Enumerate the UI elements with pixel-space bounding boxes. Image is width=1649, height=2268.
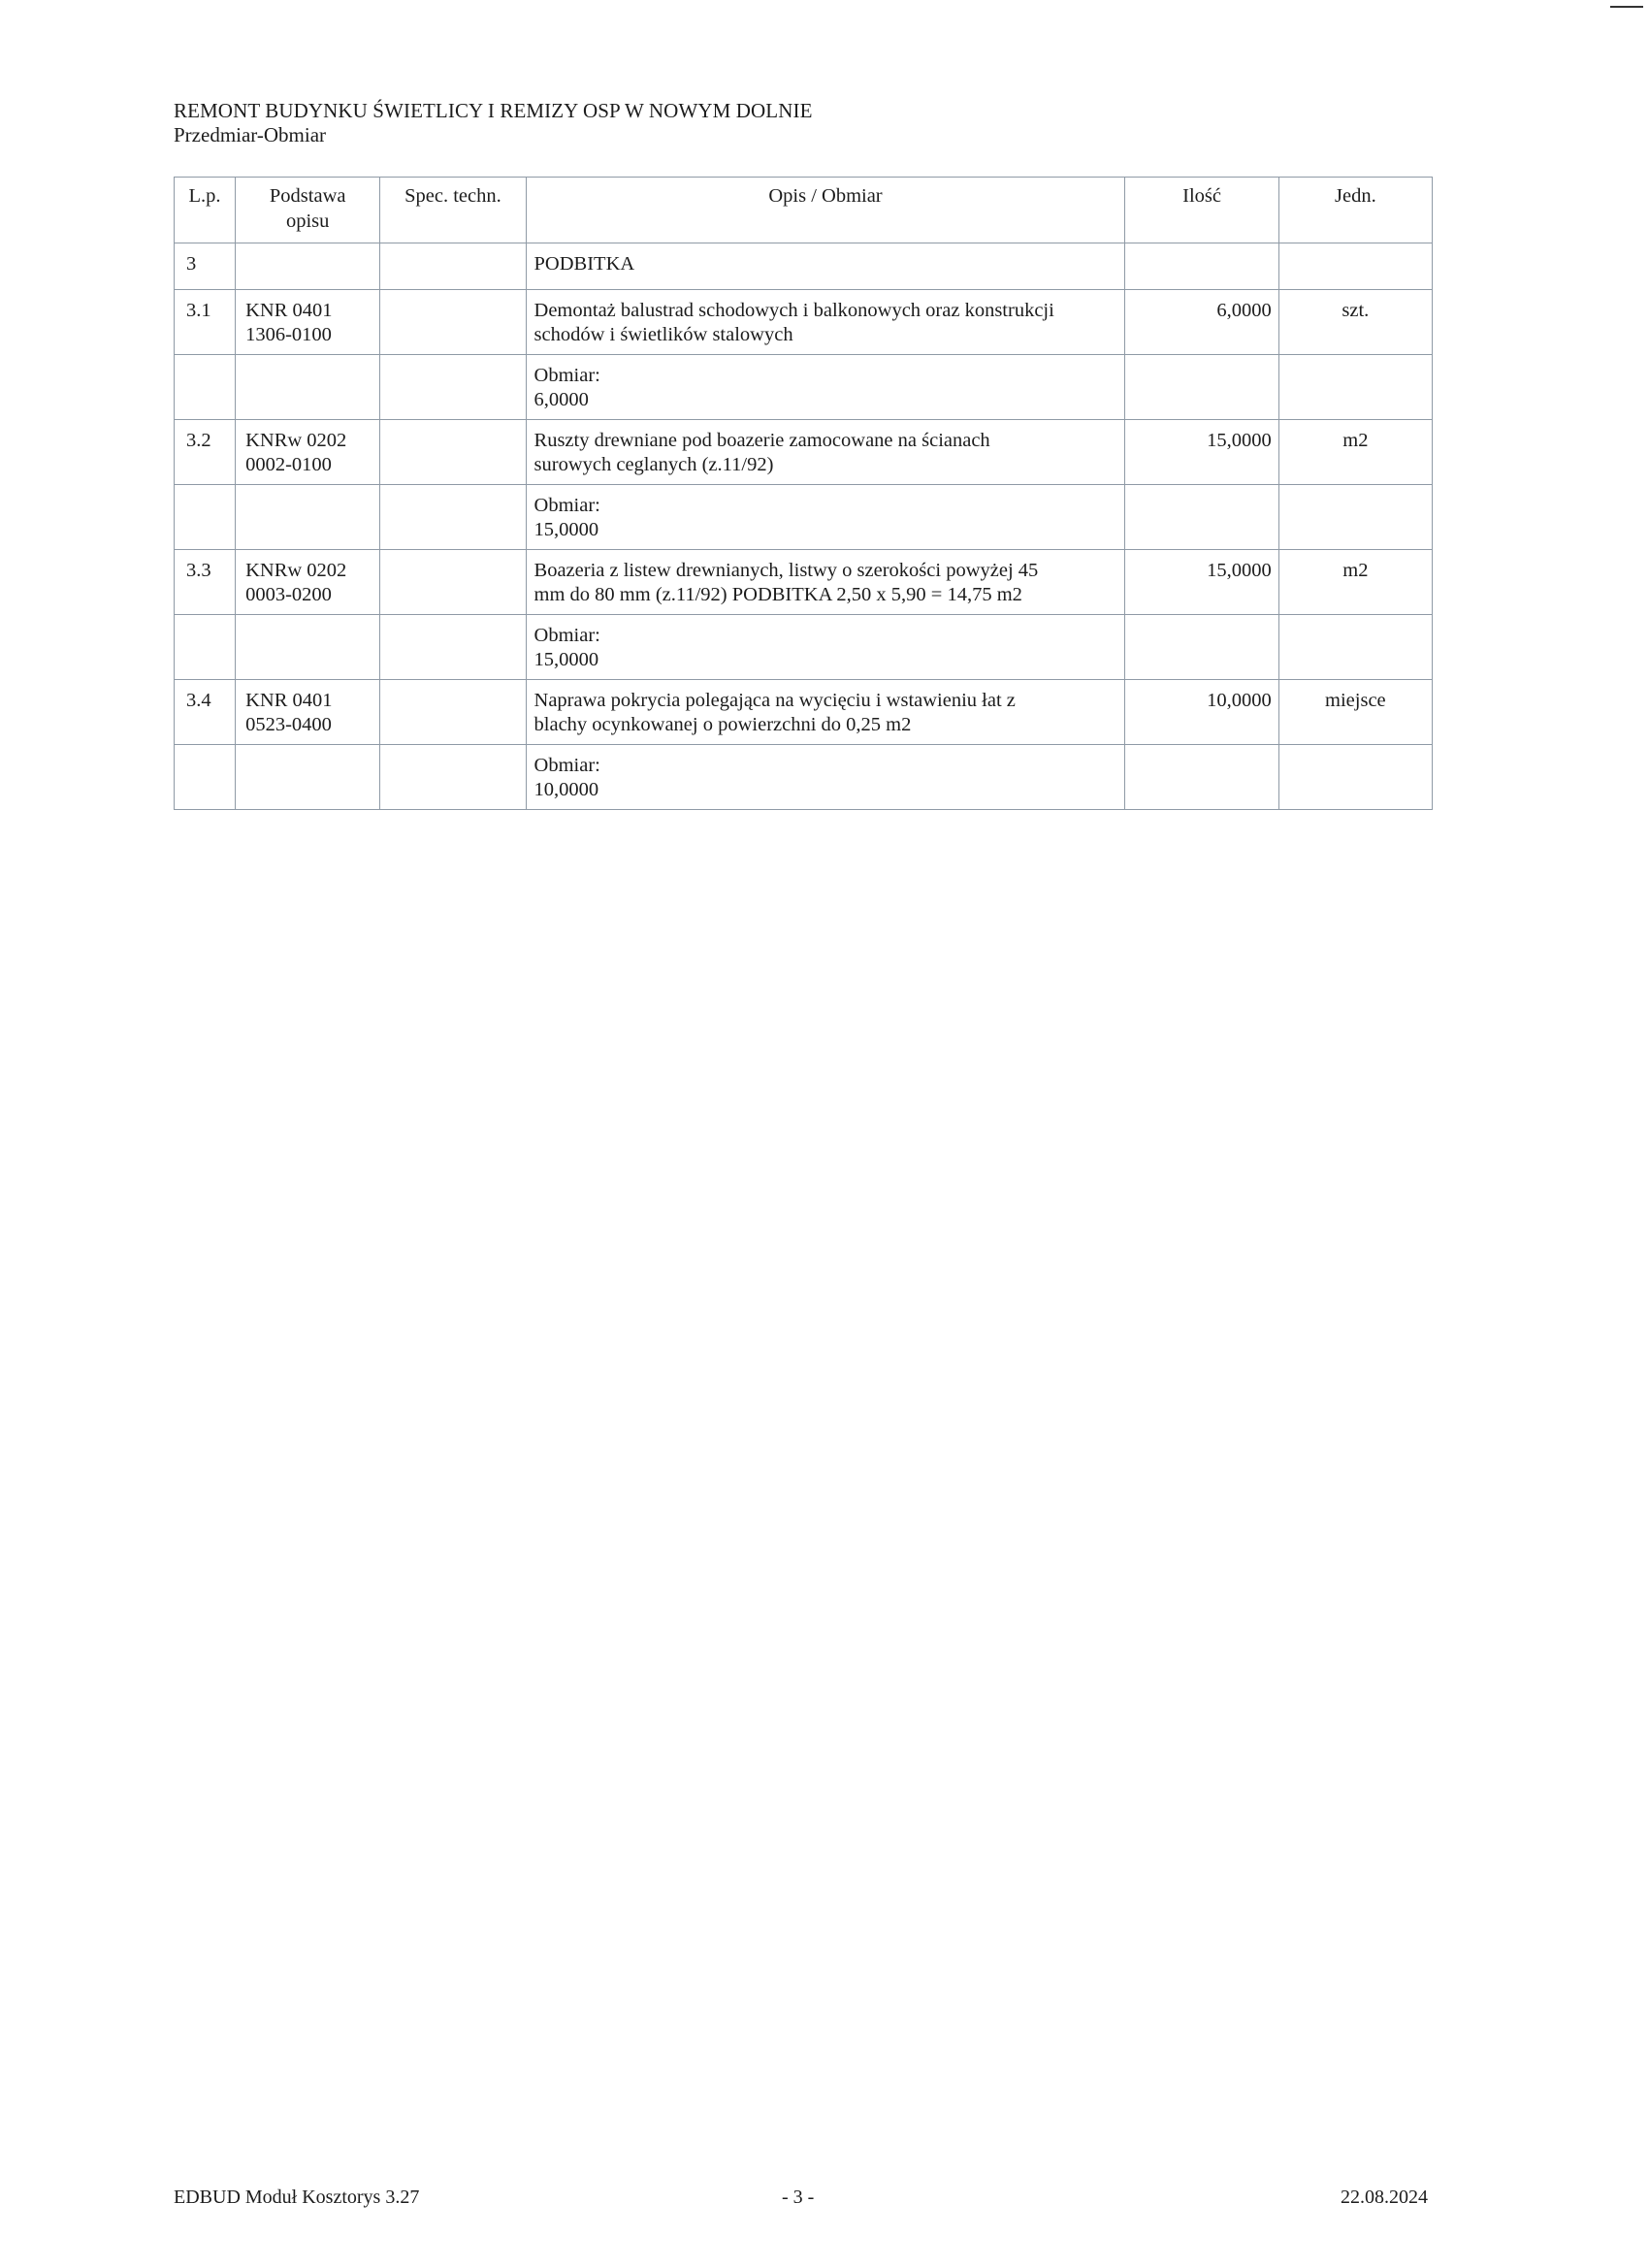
obmiar-label: Obmiar: [534,495,600,516]
empty-cell [236,243,380,290]
column-header-lp: L.p. [175,178,236,243]
obmiar-label: Obmiar: [534,755,600,776]
empty-cell [1125,355,1278,420]
obmiar-cell [526,745,1125,810]
column-header-base-line2: opisu [285,211,330,232]
document-subtitle: Przedmiar-Obmiar [174,123,327,146]
row-base [236,550,380,615]
obmiar-row [175,355,1433,420]
column-header-base [236,178,380,243]
empty-cell [380,615,526,680]
empty-cell [175,615,236,680]
footer-date: 22.08.2024 [1341,2187,1428,2208]
row-base-line1: KNRw 0202 [245,560,347,581]
obmiar-cell [526,615,1125,680]
empty-cell [1125,485,1278,550]
row-spec [380,290,526,355]
row-base-line2: 0002-0100 [245,454,332,475]
obmiar-value: 10,0000 [534,779,599,800]
empty-cell [236,745,380,810]
section-row [175,243,1433,290]
document-header [174,99,813,147]
row-base [236,290,380,355]
row-base [236,680,380,745]
column-header-qty: Ilość [1125,178,1278,243]
empty-cell [236,485,380,550]
empty-cell [175,745,236,810]
empty-cell [1278,243,1432,290]
row-qty: 10,0000 [1125,680,1278,745]
row-qty: 15,0000 [1125,420,1278,485]
row-desc-line1: Boazeria z listew drewnianych, listwy o szerokości powyżej 45 [534,560,1039,581]
row-desc [526,290,1125,355]
row-qty: 6,0000 [1125,290,1278,355]
row-spec [380,550,526,615]
footer-page-number: - 3 - [782,2187,815,2208]
table-row [175,550,1433,615]
row-base-line1: KNR 0401 [245,300,333,321]
obmiar-label: Obmiar: [534,365,600,386]
empty-cell [1278,485,1432,550]
row-spec [380,680,526,745]
row-base-line2: 1306-0100 [245,324,332,345]
table-row [175,680,1433,745]
row-base-line2: 0003-0200 [245,584,332,605]
empty-cell [1125,745,1278,810]
empty-cell [1278,355,1432,420]
column-header-base-line1: Podstawa [269,185,346,207]
row-spec [380,420,526,485]
obmiar-value: 15,0000 [534,519,599,540]
empty-cell [380,243,526,290]
column-header-unit: Jedn. [1278,178,1432,243]
table-row [175,420,1433,485]
row-desc [526,550,1125,615]
row-desc-line2: schodów i świetlików stalowych [534,324,793,345]
row-base-line2: 0523-0400 [245,714,332,735]
obmiar-label: Obmiar: [534,625,600,646]
obmiar-value: 15,0000 [534,649,599,670]
row-desc [526,420,1125,485]
obmiar-value: 6,0000 [534,389,589,410]
row-unit: miejsce [1278,680,1432,745]
empty-cell [1125,243,1278,290]
row-base-line1: KNR 0401 [245,690,333,711]
column-header-desc: Opis / Obmiar [526,178,1125,243]
empty-cell [175,355,236,420]
row-desc-line2: surowych ceglanych (z.11/92) [534,454,774,475]
row-desc [526,680,1125,745]
row-unit: m2 [1278,550,1432,615]
empty-cell [175,485,236,550]
document-title: REMONT BUDYNKU ŚWIETLICY I REMIZY OSP W NOWYM DOLNIE [174,99,813,122]
obmiar-row [175,615,1433,680]
row-lp: 3.2 [175,420,236,485]
row-desc-line1: Naprawa pokrycia polegająca na wycięciu i wstawieniu łat z [534,690,1016,711]
empty-cell [380,485,526,550]
row-lp: 3.4 [175,680,236,745]
empty-cell [1278,615,1432,680]
empty-cell [236,355,380,420]
row-desc-line1: Ruszty drewniane pod boazerie zamocowane na ścianach [534,430,990,451]
row-qty: 15,0000 [1125,550,1278,615]
measurement-table [174,177,1433,810]
row-desc-line1: Demontaż balustrad schodowych i balkonowych oraz konstrukcji [534,300,1054,321]
row-base [236,420,380,485]
obmiar-row [175,485,1433,550]
empty-cell [236,615,380,680]
empty-cell [380,355,526,420]
row-lp: 3.1 [175,290,236,355]
obmiar-cell [526,485,1125,550]
corner-mark [1610,6,1643,8]
row-unit: m2 [1278,420,1432,485]
empty-cell [1278,745,1432,810]
column-header-spec: Spec. techn. [380,178,526,243]
row-base-line1: KNRw 0202 [245,430,347,451]
obmiar-cell [526,355,1125,420]
empty-cell [380,745,526,810]
row-unit: szt. [1278,290,1432,355]
row-lp: 3.3 [175,550,236,615]
section-label: PODBITKA [526,243,1125,290]
table-row [175,290,1433,355]
footer-software: EDBUD Moduł Kosztorys 3.27 [174,2187,420,2208]
row-desc-line2: mm do 80 mm (z.11/92) PODBITKA 2,50 x 5,90 = 14,75 m2 [534,584,1022,605]
section-lp: 3 [175,243,236,290]
empty-cell [1125,615,1278,680]
table-header-row [175,178,1433,243]
row-desc-line2: blachy ocynkowanej o powierzchni do 0,25 m2 [534,714,912,735]
obmiar-row [175,745,1433,810]
